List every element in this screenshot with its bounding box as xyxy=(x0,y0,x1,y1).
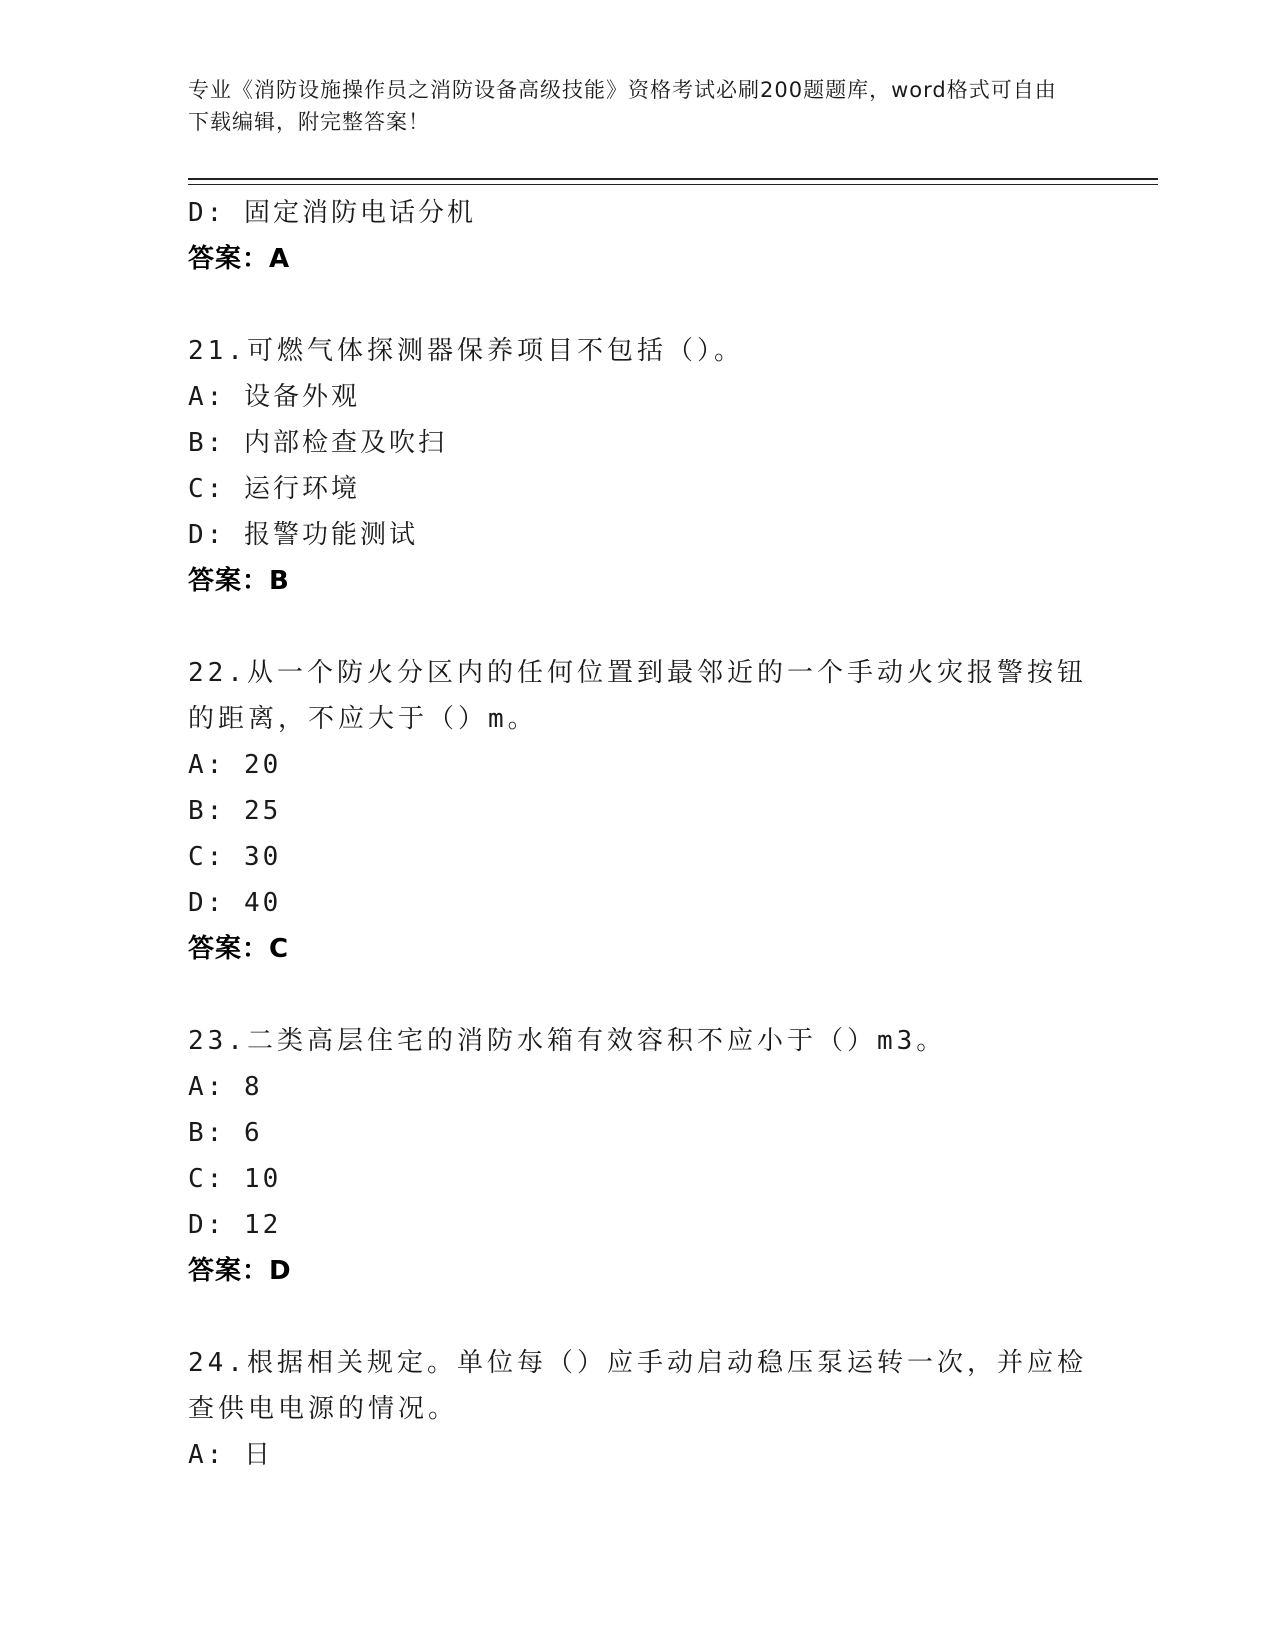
answer: 答案：D xyxy=(188,1256,292,1286)
question-21 xyxy=(188,328,1088,604)
question-23 xyxy=(188,1018,1088,1294)
spacer xyxy=(188,604,1088,650)
question-stem: 24.根据相关规定。单位每（）应手动启动稳压泵运转一次，并应检查供电电源的情况。 xyxy=(188,1348,1087,1424)
header-divider-thin xyxy=(188,184,1158,185)
question-list xyxy=(188,190,1088,1478)
question-stem: 23.二类高层住宅的消防水箱有效容积不应小于（）m3。 xyxy=(188,1026,947,1056)
option-b: B: 内部检查及吹扫 xyxy=(188,428,447,458)
question-stem: 21.可燃气体探测器保养项目不包括（）。 xyxy=(188,336,744,366)
option-a: A: 8 xyxy=(188,1072,263,1102)
option-a: A: 日 xyxy=(188,1440,273,1470)
option-a: A: 20 xyxy=(188,750,282,780)
answer: 答案：B xyxy=(188,566,290,596)
prev-option-d: D: 固定消防电话分机 xyxy=(188,198,476,228)
option-c: C: 10 xyxy=(188,1164,282,1194)
question-24 xyxy=(188,1340,1088,1478)
answer: 答案：C xyxy=(188,934,290,964)
question-stem: 22.从一个防火分区内的任何位置到最邻近的一个手动火灾报警按钮的距离，不应大于（）m。 xyxy=(188,658,1087,734)
option-b: B: 25 xyxy=(188,796,282,826)
option-d: D: 报警功能测试 xyxy=(188,520,418,550)
option-d: D: 40 xyxy=(188,888,282,918)
option-b: B: 6 xyxy=(188,1118,263,1148)
option-a: A: 设备外观 xyxy=(188,382,360,412)
spacer xyxy=(188,972,1088,1018)
question-22 xyxy=(188,650,1088,972)
spacer xyxy=(188,1294,1088,1340)
option-d: D: 12 xyxy=(188,1210,282,1240)
document-header: 专业《消防设施操作员之消防设备高级技能》资格考试必刷200题题库，word格式可自由下载编辑，附完整答案！ xyxy=(188,78,1057,134)
header-divider-thick xyxy=(188,178,1158,180)
option-c: C: 30 xyxy=(188,842,282,872)
option-c: C: 运行环境 xyxy=(188,474,360,504)
prev-answer: 答案：A xyxy=(188,244,291,274)
spacer xyxy=(188,282,1088,328)
